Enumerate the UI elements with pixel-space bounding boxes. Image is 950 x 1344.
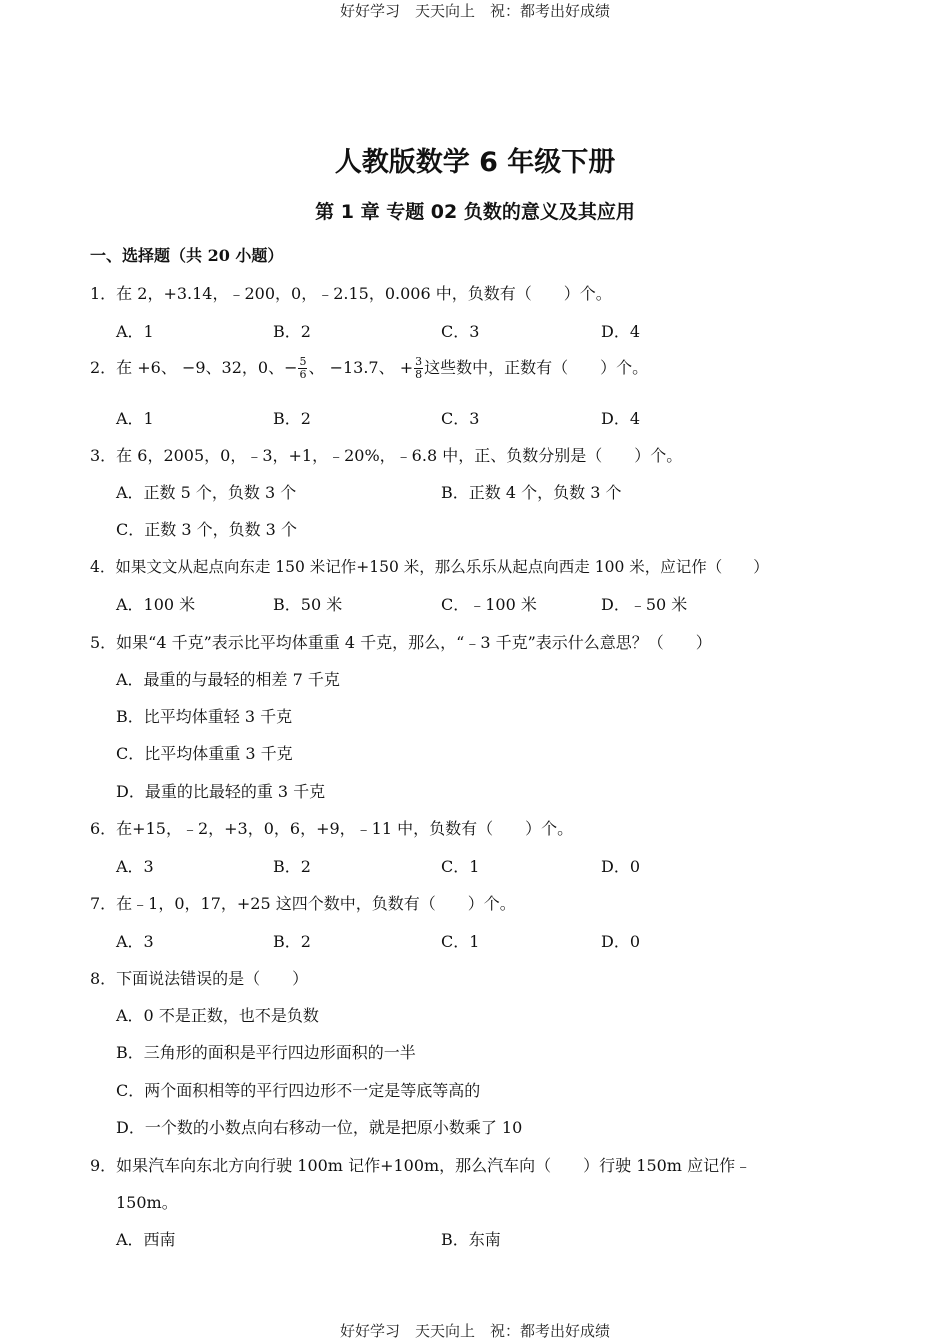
q6-option-b: B．2 xyxy=(273,857,311,876)
q5-option-c: C．比平均体重重 3 千克 xyxy=(116,744,293,763)
page-footer: 好好学习 天天向上 祝：都考出好成绩 xyxy=(339,1322,610,1340)
q1-option-a: A．1 xyxy=(116,322,154,341)
section-heading: 一、选择题（共 20 小题） xyxy=(90,246,284,265)
q7-option-c: C．1 xyxy=(441,932,480,951)
q6-option-c: C．1 xyxy=(441,857,480,876)
q3-option-a: A．正数 5 个，负数 3 个 xyxy=(116,483,297,502)
question-8: 8．下面说法错误的是（ ） xyxy=(90,969,309,988)
q5-option-a: A．最重的与最轻的相差 7 千克 xyxy=(116,670,340,689)
q8-option-a: A．0 不是正数，也不是负数 xyxy=(116,1006,319,1025)
q5-option-d: D．最重的比最轻的重 3 千克 xyxy=(116,782,326,801)
q2-option-a: A．1 xyxy=(116,409,154,428)
q5-option-b: B．比平均体重轻 3 千克 xyxy=(116,707,293,726)
question-9-line-1: 9．如果汽车向东北方向行驶 100m 记作+100m，那么汽车向（ ）行驶 150m 应记作﹣ xyxy=(90,1156,752,1175)
q4-option-d: D．﹣50 米 xyxy=(601,595,688,614)
q3-option-c: C．正数 3 个，负数 3 个 xyxy=(116,520,297,539)
q2-option-d: D．4 xyxy=(601,409,641,428)
q8-option-c: C．两个面积相等的平行四边形不一定是等底等高的 xyxy=(116,1081,481,1100)
q2-text-c: 这些数中，正数有（ ）个。 xyxy=(424,358,649,377)
q7-option-b: B．2 xyxy=(273,932,311,951)
fraction-5-6: $\frac{5}{6}$ xyxy=(299,355,307,381)
q4-option-c: C．﹣100 米 xyxy=(441,595,537,614)
question-5: 5．如果“4 千克”表示比平均体重重 4 千克，那么，“﹣3 千克”表示什么意思？（ ） xyxy=(90,633,712,652)
q7-option-d: D．0 xyxy=(601,932,641,951)
q2-text-b: 、 −13.7、 + xyxy=(308,358,414,377)
question-1: 1．在 2，+3.14，﹣200，0，﹣2.15，0.006 中，负数有（ ）个。 xyxy=(90,284,612,303)
q2-option-b: B．2 xyxy=(273,409,311,428)
question-6: 6．在+15，﹣2，+3，0，6，+9，﹣11 中，负数有（ ）个。 xyxy=(90,819,574,838)
q2-text-a: 2．在 +6、 −9、32，0、− xyxy=(90,358,298,377)
q1-option-d: D．4 xyxy=(601,322,641,341)
fraction-3-8: $\frac{3}{8}$ xyxy=(415,355,423,381)
q4-option-b: B．50 米 xyxy=(273,595,343,614)
page-subtitle: 第 1 章 专题 02 负数的意义及其应用 xyxy=(315,201,635,223)
q6-option-d: D．0 xyxy=(601,857,641,876)
question-9-line-2: 150m。 xyxy=(116,1193,178,1212)
q8-option-b: B．三角形的面积是平行四边形面积的一半 xyxy=(116,1043,416,1062)
q1-option-b: B．2 xyxy=(273,322,311,341)
q1-option-c: C．3 xyxy=(441,322,480,341)
q9-option-a: A．西南 xyxy=(116,1230,176,1249)
q6-option-a: A．3 xyxy=(116,857,154,876)
q7-option-a: A．3 xyxy=(116,932,154,951)
question-7: 7．在﹣1，0，17，+25 这四个数中，负数有（ ）个。 xyxy=(90,894,516,913)
q9-option-b: B．东南 xyxy=(441,1230,501,1249)
question-2 xyxy=(90,355,648,381)
q8-option-d: D．一个数的小数点向右移动一位，就是把原小数乘了 10 xyxy=(116,1118,523,1137)
q3-option-b: B．正数 4 个，负数 3 个 xyxy=(441,483,622,502)
page-title: 人教版数学 6 年级下册 xyxy=(334,147,616,178)
question-3: 3．在 6，2005，0，﹣3，+1，﹣20%，﹣6.8 中，正、负数分别是（ ）个。 xyxy=(90,446,683,465)
page-header: 好好学习 天天向上 祝：都考出好成绩 xyxy=(339,2,610,20)
q4-option-a: A．100 米 xyxy=(116,595,196,614)
question-4: 4．如果文文从起点向东走 150 米记作+150 米，那么乐乐从起点向西走 100 米，应记作（ ） xyxy=(90,558,769,576)
q2-option-c: C．3 xyxy=(441,409,480,428)
